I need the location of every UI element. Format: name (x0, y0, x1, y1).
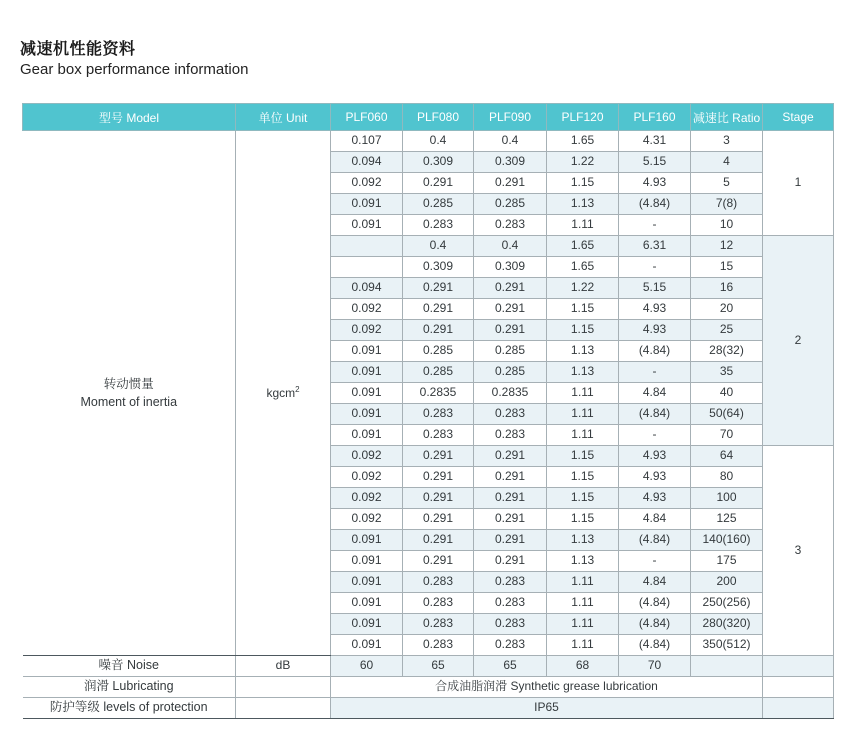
inertia-value-cell: 0.291 (403, 467, 474, 488)
inertia-value-cell: 0.291 (474, 299, 547, 320)
inertia-value-cell: 1.13 (547, 551, 619, 572)
stage-cell: 3 (763, 446, 834, 656)
inertia-value-cell: - (619, 551, 691, 572)
inertia-value-cell: (4.84) (619, 341, 691, 362)
ratio-cell: 12 (691, 236, 763, 257)
inertia-value-cell: 0.291 (403, 320, 474, 341)
inertia-value-cell: 0.091 (331, 614, 403, 635)
inertia-value-cell: 0.291 (403, 488, 474, 509)
inertia-value-cell: 4.93 (619, 446, 691, 467)
inertia-value-cell: 0.283 (474, 425, 547, 446)
inertia-value-cell: - (619, 257, 691, 278)
ratio-cell: 50(64) (691, 404, 763, 425)
page-title-en: Gear box performance information (20, 61, 249, 78)
inertia-value-cell: 0.291 (403, 299, 474, 320)
inertia-value-cell: 0.283 (474, 404, 547, 425)
inertia-value-cell: 0.092 (331, 446, 403, 467)
inertia-value-cell: 0.291 (403, 446, 474, 467)
inertia-value-cell: 0.4 (474, 131, 547, 152)
inertia-value-cell: - (619, 425, 691, 446)
inertia-value-cell: 0.2835 (403, 383, 474, 404)
inertia-value-cell: (4.84) (619, 593, 691, 614)
inertia-value-cell: 0.091 (331, 635, 403, 656)
inertia-value-cell: 4.84 (619, 509, 691, 530)
inertia-value-cell: 6.31 (619, 236, 691, 257)
inertia-value-cell: 1.11 (547, 383, 619, 404)
inertia-value-cell: - (619, 362, 691, 383)
inertia-value-cell: 5.15 (619, 278, 691, 299)
inertia-value-cell: 1.11 (547, 425, 619, 446)
inertia-value-cell: 1.13 (547, 530, 619, 551)
noise-value-cell: 65 (403, 656, 474, 677)
protection-value-cell: IP65 (331, 698, 763, 719)
inertia-value-cell: 0.291 (403, 530, 474, 551)
inertia-value-cell: 1.65 (547, 131, 619, 152)
inertia-value-cell: 0.091 (331, 425, 403, 446)
inertia-value-cell: 0.285 (403, 194, 474, 215)
inertia-value-cell: 4.84 (619, 383, 691, 404)
inertia-value-cell: 0.283 (474, 593, 547, 614)
moment-of-inertia-label-cell (23, 131, 236, 656)
inertia-value-cell: (4.84) (619, 404, 691, 425)
inertia-value-cell: 0.283 (474, 614, 547, 635)
column-header-model: 型号 Model (23, 104, 236, 131)
inertia-value-cell: 0.091 (331, 362, 403, 383)
inertia-value-cell: 1.65 (547, 257, 619, 278)
column-header-ratio: 减速比 Ratio (691, 104, 763, 131)
inertia-value-cell: 0.309 (474, 152, 547, 173)
inertia-value-cell: 1.11 (547, 404, 619, 425)
ratio-cell: 350(512) (691, 635, 763, 656)
inertia-value-cell: 1.13 (547, 341, 619, 362)
inertia-value-cell: 4.93 (619, 488, 691, 509)
lubricating-stage-empty-cell (763, 677, 834, 698)
inertia-value-cell: 1.11 (547, 614, 619, 635)
inertia-value-cell: 1.15 (547, 509, 619, 530)
inertia-value-cell: 0.283 (403, 593, 474, 614)
inertia-value-cell: 0.091 (331, 551, 403, 572)
noise-value-cell: 68 (547, 656, 619, 677)
noise-value-cell: 70 (619, 656, 691, 677)
inertia-value-cell: (4.84) (619, 530, 691, 551)
inertia-value-cell (331, 236, 403, 257)
inertia-value-cell: 0.291 (403, 509, 474, 530)
ratio-cell: 200 (691, 572, 763, 593)
inertia-value-cell: 1.11 (547, 572, 619, 593)
inertia-value-cell: 0.291 (474, 446, 547, 467)
inertia-value-cell: 1.11 (547, 635, 619, 656)
inertia-value-cell: 0.285 (474, 341, 547, 362)
ratio-cell: 7(8) (691, 194, 763, 215)
inertia-value-cell: 0.092 (331, 299, 403, 320)
inertia-value-cell: 0.291 (474, 509, 547, 530)
inertia-value-cell: 0.092 (331, 509, 403, 530)
inertia-value-cell: 0.291 (474, 551, 547, 572)
inertia-value-cell: 0.092 (331, 173, 403, 194)
protection-row (23, 698, 834, 719)
inertia-value-cell: 0.309 (474, 257, 547, 278)
inertia-value-cell: 0.091 (331, 404, 403, 425)
inertia-value-cell: 1.15 (547, 446, 619, 467)
inertia-value-cell: 1.15 (547, 488, 619, 509)
ratio-cell: 5 (691, 173, 763, 194)
ratio-cell: 64 (691, 446, 763, 467)
inertia-value-cell: 0.092 (331, 320, 403, 341)
inertia-value-cell: 0.283 (474, 572, 547, 593)
noise-row (23, 656, 834, 677)
ratio-cell: 80 (691, 467, 763, 488)
ratio-cell: 70 (691, 425, 763, 446)
inertia-value-cell: 1.22 (547, 278, 619, 299)
inertia-value-cell: 1.13 (547, 194, 619, 215)
ratio-cell: 100 (691, 488, 763, 509)
inertia-value-cell: 1.13 (547, 362, 619, 383)
inertia-value-cell: 0.2835 (474, 383, 547, 404)
inertia-value-cell: 0.092 (331, 467, 403, 488)
inertia-value-cell: 0.091 (331, 215, 403, 236)
inertia-value-cell: 4.93 (619, 299, 691, 320)
inertia-value-cell: 0.285 (403, 362, 474, 383)
column-header-unit: 单位 Unit (236, 104, 331, 131)
inertia-value-cell: (4.84) (619, 614, 691, 635)
inertia-value-cell: 0.309 (403, 152, 474, 173)
inertia-value-cell: 1.15 (547, 320, 619, 341)
inertia-value-cell: 4.93 (619, 467, 691, 488)
inertia-value-cell: 0.283 (403, 572, 474, 593)
column-header-plf060: PLF060 (331, 104, 403, 131)
inertia-value-cell: 4.84 (619, 572, 691, 593)
column-header-plf080: PLF080 (403, 104, 474, 131)
noise-label-cell: 噪音 Noise (23, 656, 236, 677)
ratio-cell: 15 (691, 257, 763, 278)
ratio-cell: 20 (691, 299, 763, 320)
inertia-value-cell: 0.091 (331, 194, 403, 215)
inertia-value-cell: 0.283 (403, 614, 474, 635)
inertia-value-cell (331, 257, 403, 278)
inertia-value-cell: 0.283 (403, 635, 474, 656)
protection-unit-empty-cell (236, 698, 331, 719)
column-header-plf120: PLF120 (547, 104, 619, 131)
inertia-value-cell: 0.291 (474, 488, 547, 509)
inertia-value-cell: 0.094 (331, 278, 403, 299)
inertia-value-cell: 0.291 (403, 173, 474, 194)
inertia-value-cell: 0.291 (474, 278, 547, 299)
inertia-value-cell: 0.291 (403, 278, 474, 299)
noise-value-cell: 65 (474, 656, 547, 677)
noise-unit-cell: dB (236, 656, 331, 677)
ratio-cell: 3 (691, 131, 763, 152)
inertia-value-cell: 0.291 (474, 530, 547, 551)
ratio-cell: 140(160) (691, 530, 763, 551)
inertia-value-cell: 0.091 (331, 530, 403, 551)
ratio-cell: 175 (691, 551, 763, 572)
inertia-value-cell: 0.291 (403, 551, 474, 572)
ratio-cell: 280(320) (691, 614, 763, 635)
protection-label-cell: 防护等级 levels of protection (23, 698, 236, 719)
row-label-zh: 转动惯量 (103, 377, 154, 391)
inertia-value-cell: 1.15 (547, 299, 619, 320)
lubricating-label-cell: 润滑 Lubricating (23, 677, 236, 698)
inertia-value-cell: 0.283 (474, 635, 547, 656)
page-title-zh: 减速机性能资料 (20, 41, 136, 58)
inertia-value-cell: 0.285 (403, 341, 474, 362)
inertia-value-cell: 0.285 (474, 194, 547, 215)
inertia-value-cell: 0.283 (403, 215, 474, 236)
ratio-cell: 250(256) (691, 593, 763, 614)
column-header-stage: Stage (763, 104, 834, 131)
inertia-value-cell: 5.15 (619, 152, 691, 173)
ratio-cell: 25 (691, 320, 763, 341)
inertia-value-cell: 0.091 (331, 341, 403, 362)
noise-ratio-empty-cell (691, 656, 763, 677)
inertia-value-cell: 0.4 (403, 236, 474, 257)
ratio-cell: 28(32) (691, 341, 763, 362)
stage-cell: 1 (763, 131, 834, 236)
inertia-value-cell: 0.309 (403, 257, 474, 278)
ratio-cell: 40 (691, 383, 763, 404)
lubricating-unit-empty-cell (236, 677, 331, 698)
ratio-cell: 125 (691, 509, 763, 530)
inertia-value-cell: 0.283 (403, 404, 474, 425)
inertia-value-cell: 4.31 (619, 131, 691, 152)
inertia-value-cell: 4.93 (619, 173, 691, 194)
inertia-value-cell: 0.092 (331, 488, 403, 509)
inertia-value-cell: 1.15 (547, 173, 619, 194)
inertia-value-cell: 0.4 (403, 131, 474, 152)
inertia-value-cell: (4.84) (619, 194, 691, 215)
inertia-value-cell: 1.11 (547, 215, 619, 236)
inertia-value-cell: 0.091 (331, 593, 403, 614)
protection-stage-empty-cell (763, 698, 834, 719)
column-header-plf160: PLF160 (619, 104, 691, 131)
inertia-value-cell: 0.283 (474, 215, 547, 236)
ratio-cell: 35 (691, 362, 763, 383)
table-body (23, 131, 834, 719)
inertia-value-cell: 0.291 (474, 173, 547, 194)
inertia-value-cell: (4.84) (619, 635, 691, 656)
inertia-value-cell: 0.094 (331, 152, 403, 173)
ratio-cell: 10 (691, 215, 763, 236)
noise-stage-empty-cell (763, 656, 834, 677)
inertia-value-cell: - (619, 215, 691, 236)
data-row (23, 131, 834, 152)
inertia-value-cell: 0.091 (331, 572, 403, 593)
inertia-value-cell: 0.4 (474, 236, 547, 257)
inertia-value-cell: 4.93 (619, 320, 691, 341)
inertia-value-cell: 0.291 (474, 320, 547, 341)
inertia-value-cell: 0.107 (331, 131, 403, 152)
inertia-value-cell: 0.091 (331, 383, 403, 404)
inertia-value-cell: 0.291 (474, 467, 547, 488)
inertia-value-cell: 1.15 (547, 467, 619, 488)
inertia-value-cell: 1.22 (547, 152, 619, 173)
inertia-value-cell: 0.285 (474, 362, 547, 383)
inertia-value-cell: 0.283 (403, 425, 474, 446)
ratio-cell: 16 (691, 278, 763, 299)
inertia-value-cell: 1.11 (547, 593, 619, 614)
header-row (23, 104, 834, 131)
lubricating-row (23, 677, 834, 698)
unit-value-cell: kgcm$^2$ (236, 131, 331, 656)
noise-value-cell: 60 (331, 656, 403, 677)
lubricating-value-cell: 合成油脂润滑 Synthetic grease lubrication (331, 677, 763, 698)
ratio-cell: 4 (691, 152, 763, 173)
performance-table (22, 103, 834, 719)
row-label-en: Moment of inertia (80, 395, 178, 409)
column-header-plf090: PLF090 (474, 104, 547, 131)
stage-cell: 2 (763, 236, 834, 446)
inertia-value-cell: 1.65 (547, 236, 619, 257)
